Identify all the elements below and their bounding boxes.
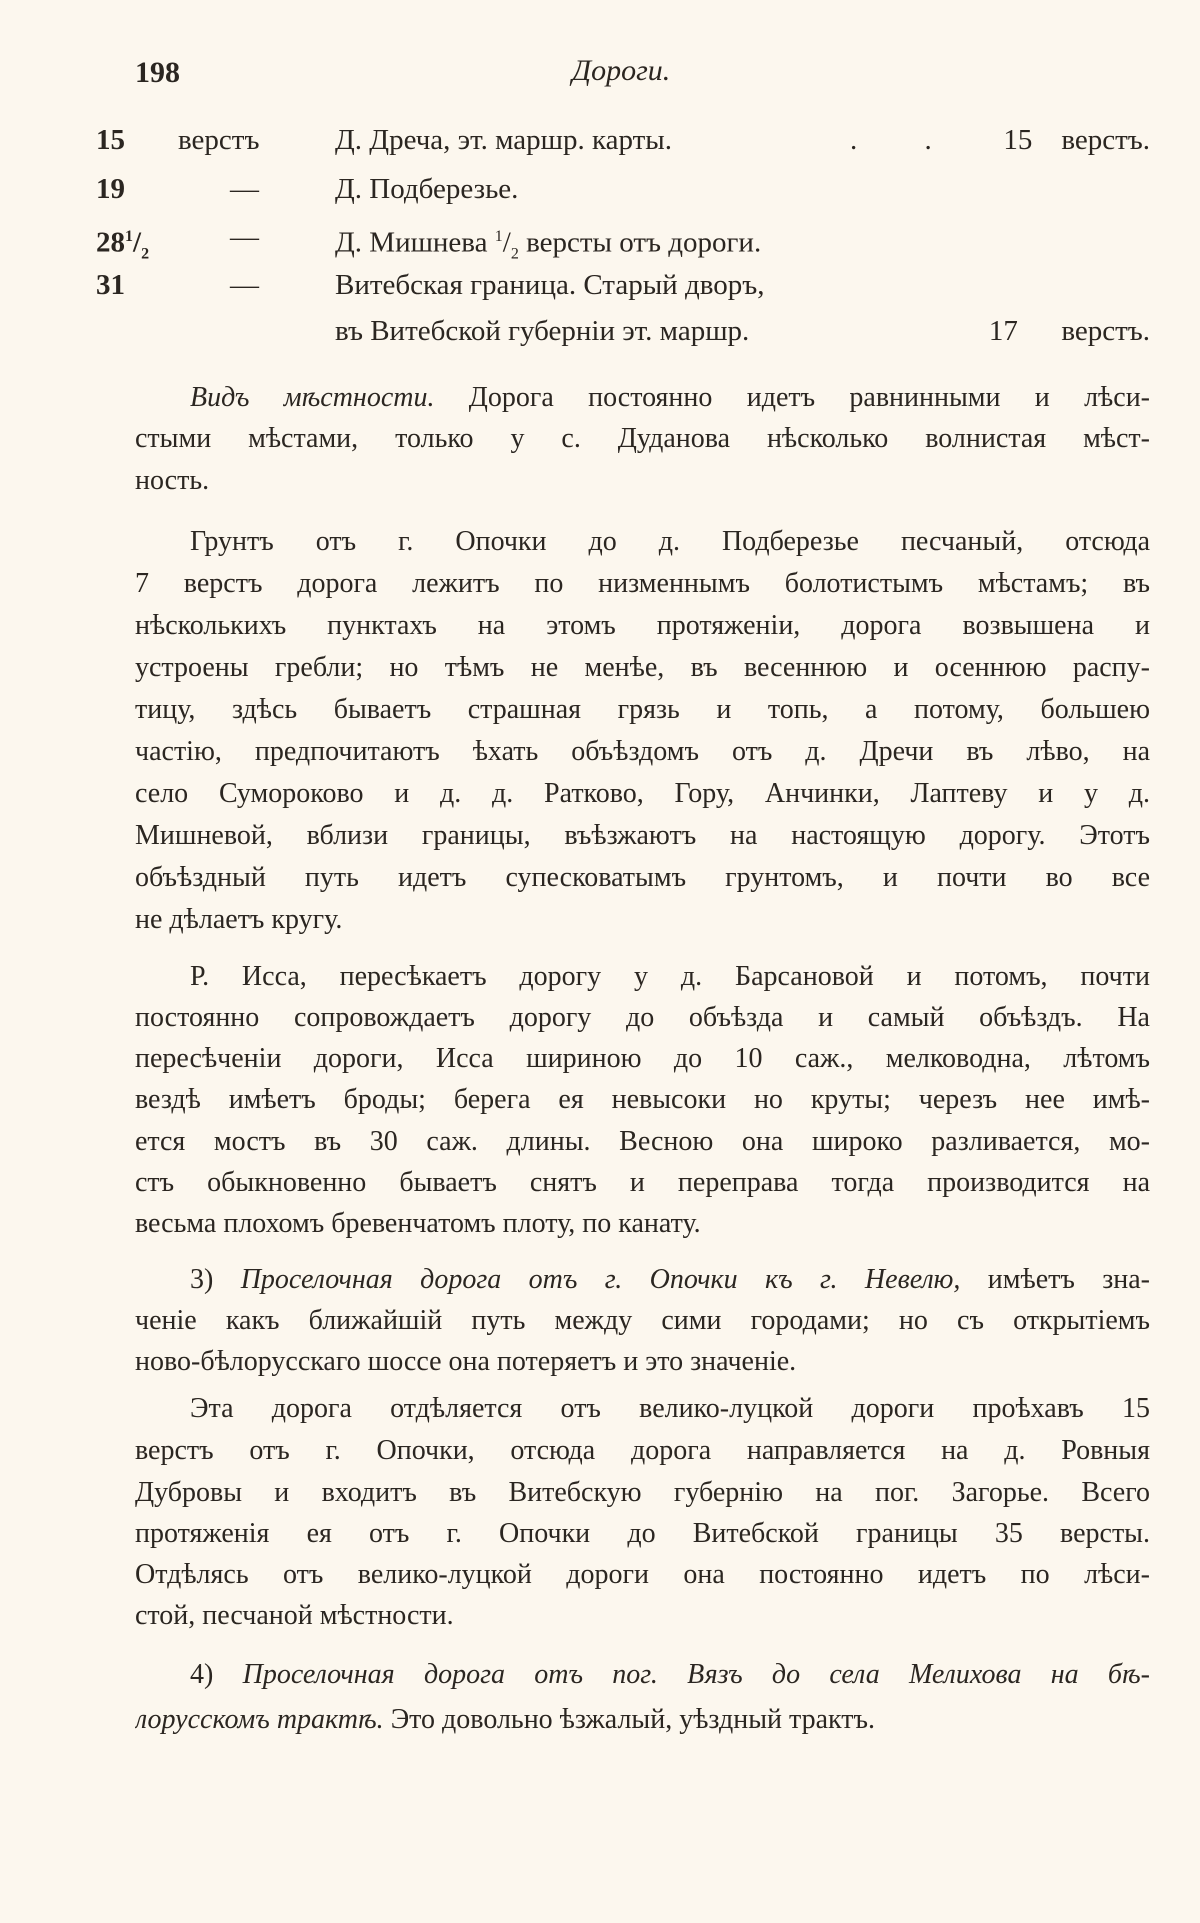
route-distance: 19 (96, 173, 125, 205)
text-line (190, 379, 1150, 417)
text-line: Грунтъ отъ г. Опочки до д. Подберезье песчаный, отсюда (190, 526, 1150, 557)
page-number: 198 (135, 56, 180, 89)
route-right-number: 17 (988, 315, 1018, 347)
route-right-distance (989, 313, 1150, 349)
route-leader-dots: . . (850, 124, 962, 156)
running-title: Дороги. (572, 54, 671, 87)
text-line: ется мостъ въ 30 саж. длины. Весною она широко разливается, мо- (135, 1126, 1150, 1157)
text-line (190, 1656, 1150, 1694)
route-distance: $28^1/_2$ (96, 226, 150, 263)
route-place-suffix: версты отъ дороги. (526, 226, 762, 259)
route-place: въ Витебской губерніи эт. маршр. (335, 315, 750, 347)
text-line: объѣздный путь идетъ супесковатымъ грунтомъ, и почти во все (135, 862, 1150, 893)
text-line: тицу, здѣсь бываетъ страшная грязь и топь, а потому, большею (135, 694, 1150, 725)
route-right-number: 15 (1003, 124, 1033, 156)
route-right-unit: верстъ. (1061, 315, 1150, 347)
route-right-unit: верстъ. (1061, 124, 1150, 156)
text-line: ченіе какъ ближайшій путь между сими городами; но съ открытіемъ (135, 1305, 1150, 1336)
text-line: нѣсколькихъ пунктахъ на этомъ протяженіи, дорога возвышена и (135, 610, 1150, 641)
italic-heading: Проселочная дорога отъ г. Опочки къ г. Невелю, (240, 1264, 961, 1295)
route-row (0, 267, 1200, 303)
text-line: Эта дорога отдѣляется отъ велико-луцкой дороги проѣхавъ 15 (190, 1393, 1150, 1424)
text-line: Мишневой, вблизи границы, въѣзжаютъ на настоящую дорогу. Этотъ (135, 820, 1150, 851)
route-row (0, 171, 1200, 207)
text-line: стой, песчаной мѣстности. (135, 1600, 454, 1631)
route-dash: — (230, 221, 259, 253)
text-line: Дубровы и входитъ въ Витебскую губернію на пог. Загорье. Всего (135, 1477, 1150, 1508)
italic-heading: лорусскомъ трактѣ. (135, 1704, 384, 1735)
text-line: ность. (135, 465, 210, 496)
route-row (0, 313, 1200, 349)
route-distance-whole: 28 (96, 226, 125, 259)
text-line: 7 верстъ дорога лежитъ по низменнымъ болотистымъ мѣстамъ; въ (135, 568, 1150, 599)
text-line: ново-бѣлорусскаго шоссе она потеряетъ и это значеніе. (135, 1346, 797, 1377)
route-row (0, 122, 1200, 158)
route-unit: верстъ (178, 124, 260, 156)
line-text: Дорога постоянно идетъ равнинными и лѣси- (468, 382, 1150, 413)
text-line: Р. Исса, пересѣкаетъ дорогу у д. Барсановой и потомъ, почти (190, 961, 1150, 992)
fraction-denominator: 2 (510, 245, 519, 263)
route-place: Д. Мишнева $^1/_2$ версты отъ дороги. (335, 226, 762, 263)
route-dash: — (230, 173, 259, 205)
text-line: постоянно сопровождаетъ дорогу до объѣзда и самый объѣздъ. На (135, 1002, 1150, 1033)
text-line: частію, предпочитаютъ ѣхать объѣздомъ отъ д. Дречи въ лѣво, на (135, 736, 1150, 767)
section-number: 4) (190, 1659, 214, 1690)
text-line: стыми мѣстами, только у с. Дуданова нѣсколько волнистая мѣст- (135, 423, 1150, 454)
route-distance: 15 (96, 124, 125, 156)
line-text: имѣетъ зна- (987, 1264, 1150, 1295)
text-line: не дѣлаетъ кругу. (135, 904, 343, 935)
text-line: Отдѣлясь отъ велико-луцкой дороги она постоянно идетъ по лѣси- (135, 1559, 1150, 1590)
text-line: протяженія ея отъ г. Опочки до Витебской границы 35 версты. (135, 1518, 1150, 1549)
text-line: село Сумороково и д. д. Ратково, Гору, Анчинки, Лаптеву и у д. (135, 778, 1150, 809)
fraction-denominator: 2 (141, 245, 150, 263)
italic-heading: Проселочная дорога отъ пог. Вязъ до села Мелихова на бѣ- (242, 1659, 1150, 1690)
italic-heading: Видъ мѣстности. (190, 382, 435, 413)
route-place: Д. Подберезье. (335, 173, 519, 205)
text-line (190, 1261, 1150, 1299)
route-place: Д. Дреча, эт. маршр. карты. (335, 124, 673, 156)
text-line (135, 1701, 1150, 1739)
text-line: весьма плохомъ бревенчатомъ плоту, по канату. (135, 1208, 701, 1239)
text-line: пересѣченіи дороги, Исса шириною до 10 саж., мелководна, лѣтомъ (135, 1043, 1150, 1074)
fraction-numerator: 1 (125, 228, 133, 245)
route-dash: — (230, 269, 259, 301)
route-row (0, 219, 1200, 263)
text-line: верстъ отъ г. Опочки, отсюда дорога направляется на д. Ровныя (135, 1435, 1150, 1466)
text-line: устроены гребли; но тѣмъ не менѣе, въ весеннюю и осеннюю распу- (135, 652, 1150, 683)
text-line: стъ обыкновенно бываетъ снятъ и переправа тогда производится на (135, 1167, 1150, 1198)
line-text: Это довольно ѣзжалый, уѣздный трактъ. (390, 1704, 875, 1735)
route-distance: 31 (96, 269, 125, 301)
route-place: Витебская граница. Старый дворъ, (335, 269, 765, 301)
text-line: вездѣ имѣетъ броды; берега ея невысоки но круты; черезъ нее имѣ- (135, 1084, 1150, 1115)
route-right-distance (1003, 122, 1150, 158)
route-place-prefix: Д. Мишнева (335, 226, 488, 259)
section-number: 3) (190, 1264, 214, 1295)
fraction-numerator: 1 (494, 228, 503, 245)
